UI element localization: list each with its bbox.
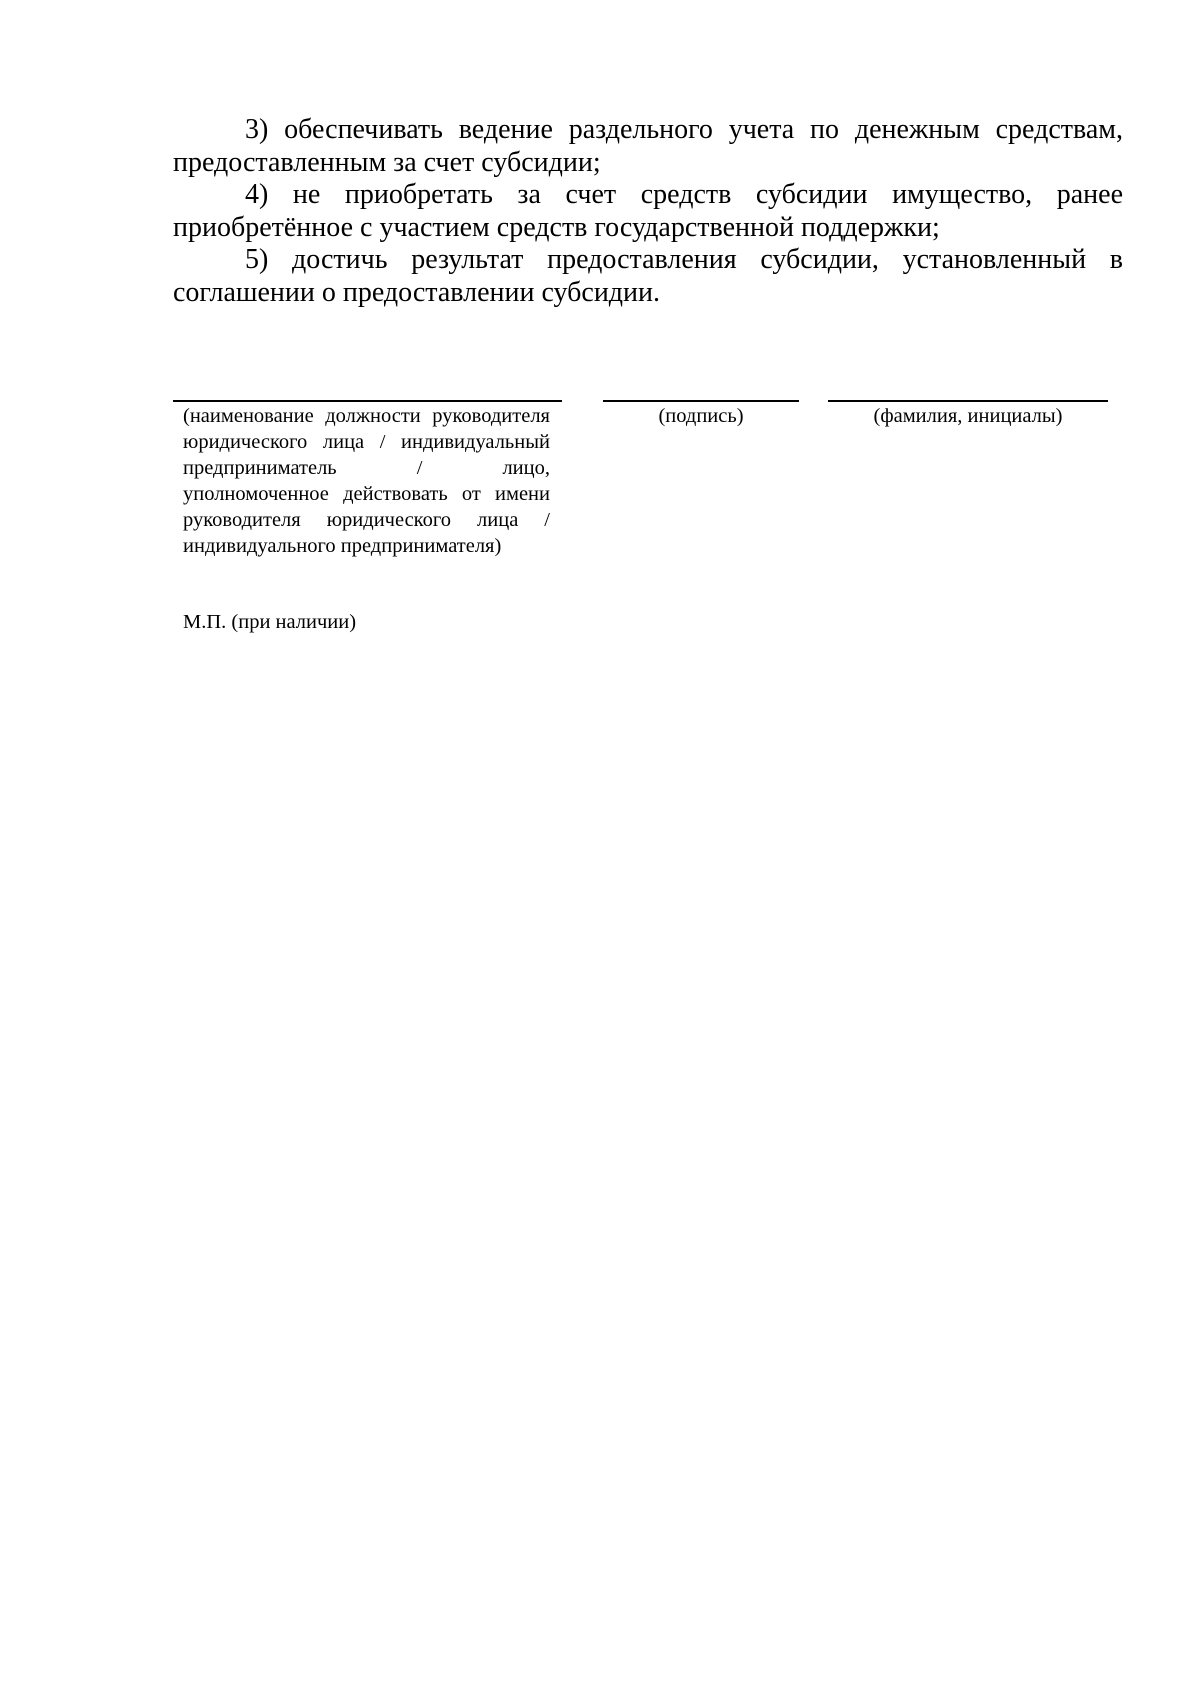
paragraph-item-3: 3) обеспечивать ведение раздельного учета по денежным средствам, предоставленным за счет субсидии; [173,114,1123,178]
obligations-text [173,114,1123,309]
paragraph-item-4: 4) не приобретать за счет средств субсидии имущество, ранее приобретённое с участием средств государственной поддержки; [173,179,1123,243]
seal-note: М.П. (при наличии) [183,611,357,633]
signature-line [603,400,799,402]
paragraph-item-5: 5) достичь результат предоставления субсидии, установленный в соглашении о предоставлении субсидии. [173,244,1123,308]
name-signature-line [828,400,1108,402]
name-caption: (фамилия, инициалы) [873,405,1063,427]
position-caption: (наименование должности руководителя юридического лица / индивидуальный предприниматель / лицо, уполномоченное действовать от имени руководителя юридического лица / индивидуального предпринимателя) [183,405,550,557]
signature-caption: (подпись) [658,405,744,427]
position-signature-line [173,400,562,402]
